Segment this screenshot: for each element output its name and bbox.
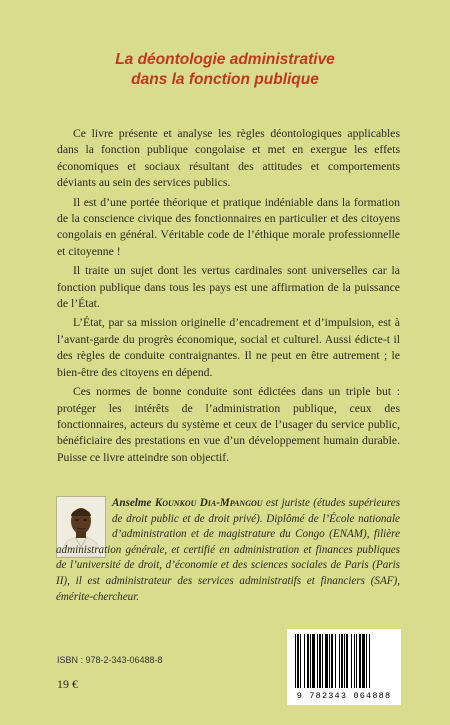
barcode-icon xyxy=(287,629,401,691)
barcode-bar xyxy=(335,634,336,688)
barcode-bar xyxy=(312,634,315,688)
barcode-bar xyxy=(329,634,330,688)
barcode-bar xyxy=(369,634,370,688)
blurb-paragraph-1: Ce livre présente et analyse les règles déontologiques applicables dans la fonction publique congolaise et met en exergue les effets économiques et sociaux résultant des attitudes et comportements déviants au sein des services publics. xyxy=(57,127,400,190)
barcode-bar xyxy=(304,634,305,688)
barcode-bar xyxy=(307,634,309,688)
barcode-bar xyxy=(346,634,348,688)
title-line-1: La déontologie administrative xyxy=(115,51,335,68)
blurb-paragraph-5: Ces normes de bonne conduite sont édictées dans un triple but : protéger les intérêts de l’administration publique, ceux des fonctionnaires, acteurs du système et ceux de l’usager du service public, bénéficiaire des prestations en vue d’un développement humain durable. Puisse ce livre atteindre son objectif. xyxy=(57,385,400,464)
barcode-bar xyxy=(322,634,323,688)
barcode-bar xyxy=(310,634,311,688)
barcode-bar xyxy=(300,634,301,688)
barcode-bar xyxy=(366,634,367,688)
barcode-bar xyxy=(356,634,357,688)
barcode-bar xyxy=(319,634,321,688)
author-bio xyxy=(56,496,400,605)
barcode-bar xyxy=(344,634,345,688)
book-title xyxy=(0,50,450,90)
barcode-bar xyxy=(317,634,318,688)
barcode xyxy=(287,629,401,705)
barcode-bar xyxy=(295,634,296,688)
author-name xyxy=(112,497,263,509)
barcode-bar xyxy=(362,634,365,688)
author-bio-text: est juriste (études supérieures de droit public et de droit privé). Diplômé de l’École nationale d’administration et de magistrature du Congo (ENAM), filière administration générale, et certifié en administration et finances publiques de l’université de droit, d’économie et des sciences sociales de Paris (Paris II), il est administrateur des services administratifs et financiers (SAF), émérite-chercheur. xyxy=(56,497,401,603)
price: 19 € xyxy=(57,677,78,691)
photo-spacer xyxy=(56,496,112,542)
barcode-bar xyxy=(351,634,352,688)
blurb-paragraph-3: Il traite un sujet dont les vertus cardinales sont universelles car la fonction publique dans tous les pays est une affirmation de la puissance de l’État. xyxy=(57,264,400,311)
blurb-paragraph-2: Il est d’une portée théorique et pratique indéniable dans la formation de la conscience civique des fonctionnaires en particulier et des citoyens congolais en général. Véritable code de l’éthique morale professionnelle et citoyenne ! xyxy=(57,195,400,258)
barcode-bar xyxy=(341,634,343,688)
barcode-bar xyxy=(339,634,340,688)
title-line-2: dans la fonction publique xyxy=(131,71,319,88)
barcode-bar xyxy=(359,634,361,688)
barcode-bar xyxy=(297,634,299,688)
author-last-name: Kounkou Dia-Mpangou xyxy=(154,497,263,509)
barcode-digits: 9 782343 064888 xyxy=(296,691,392,701)
barcode-bar xyxy=(331,634,333,688)
blurb-paragraph-4: L’État, par sa mission originelle d’encadrement et d’impulsion, est à l’avant-garde du progrès économique, social et culturel. Aussi édicte-t il des règles de conduite contraignantes. Il ne peut en être autrement ; le bien-être des citoyens en dépend. xyxy=(57,316,400,379)
barcode-bar xyxy=(325,634,328,688)
blurb xyxy=(57,126,400,469)
author-first-name: Anselme xyxy=(112,497,152,509)
barcode-bar xyxy=(354,634,355,688)
isbn: ISBN : 978-2-343-06488-8 xyxy=(57,655,163,665)
